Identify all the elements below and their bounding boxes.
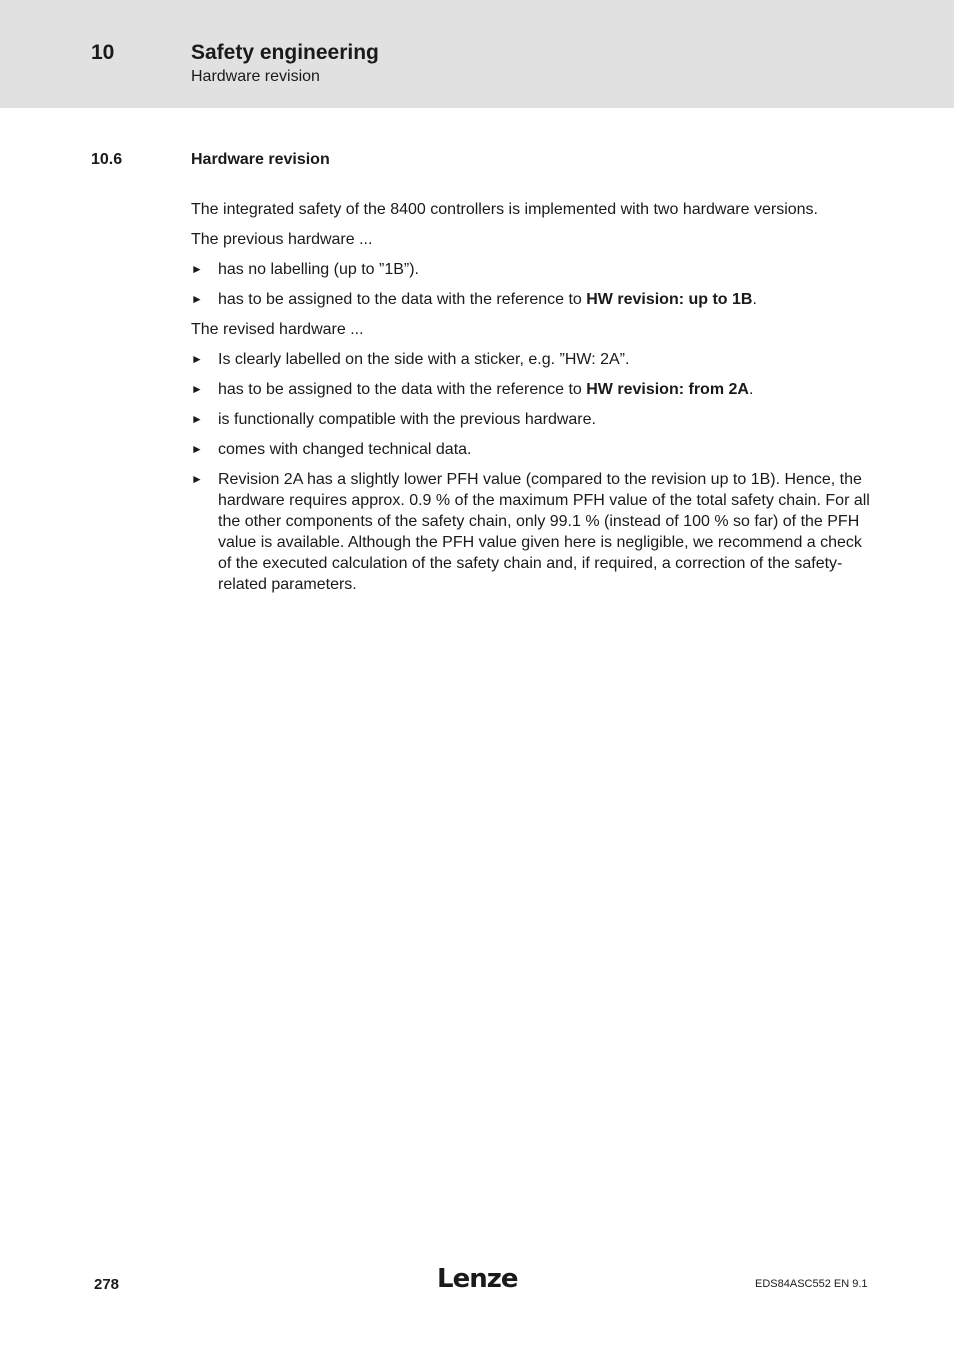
- intro-paragraph: The integrated safety of the 8400 controllers is implemented with two hardware versions.: [191, 201, 818, 218]
- document-id: EDS84ASC552 EN 9.1: [755, 1278, 868, 1290]
- list-item-text: Revision 2A has a slightly lower PFH value (compared to the revision up to 1B). Hence, the hardware requires approx. 0.9 % of the maximum PFH value of the total safety chain. For all the other components of the safety chain, only 99.1 % (instead of 100 % so far) of the PFH value is available. Although the PFH value given here is negligible, we recommend a check of the executed calculation of the safety chain and, if required, a correction of the safety-related parameters.: [218, 471, 870, 593]
- list-item: [191, 379, 871, 400]
- bullet-arrow-icon: ►: [191, 412, 203, 426]
- revised-hardware-heading: The revised hardware ...: [191, 321, 364, 338]
- hw-revision-reference: HW revision: from 2A: [586, 381, 749, 398]
- chapter-number: 10: [91, 41, 115, 64]
- chapter-subtitle: Hardware revision: [191, 68, 320, 85]
- list-item: [191, 259, 871, 280]
- list-item: [191, 439, 871, 460]
- page-number: 278: [94, 1276, 120, 1293]
- previous-hardware-heading: The previous hardware ...: [191, 231, 373, 248]
- list-item-text: [218, 379, 871, 400]
- bullet-arrow-icon: ►: [191, 262, 203, 276]
- bullet-arrow-icon: ►: [191, 472, 203, 486]
- list-item-text: Is clearly labelled on the side with a sticker, e.g. ”HW: 2A”.: [218, 351, 630, 368]
- header-band: [0, 0, 954, 108]
- list-item-text: comes with changed technical data.: [218, 441, 472, 458]
- section-title: Hardware revision: [191, 151, 330, 168]
- hw-revision-reference: HW revision: up to 1B: [586, 291, 753, 308]
- bullet-arrow-icon: ►: [191, 442, 203, 456]
- section-body: [191, 199, 871, 604]
- bullet-arrow-icon: ►: [191, 352, 203, 366]
- bullet-arrow-icon: ►: [191, 292, 203, 306]
- list-item-text-part: .: [752, 291, 757, 308]
- list-item-text: has no labelling (up to ”1B”).: [218, 261, 419, 278]
- list-item: [191, 409, 871, 430]
- bullet-arrow-icon: ►: [191, 382, 203, 396]
- list-item-text-part: has to be assigned to the data with the reference to: [218, 291, 587, 308]
- chapter-title: Safety engineering: [191, 41, 379, 64]
- list-item: [191, 349, 871, 370]
- list-item-text: is functionally compatible with the previous hardware.: [218, 411, 596, 428]
- list-item-text: [218, 289, 871, 310]
- list-item: [191, 469, 871, 595]
- list-item-text-part: has to be assigned to the data with the reference to: [218, 381, 587, 398]
- lenze-logo: Lenze: [437, 1264, 518, 1294]
- list-item: [191, 289, 871, 310]
- list-item-text-part: .: [748, 381, 754, 398]
- section-number: 10.6: [91, 151, 123, 168]
